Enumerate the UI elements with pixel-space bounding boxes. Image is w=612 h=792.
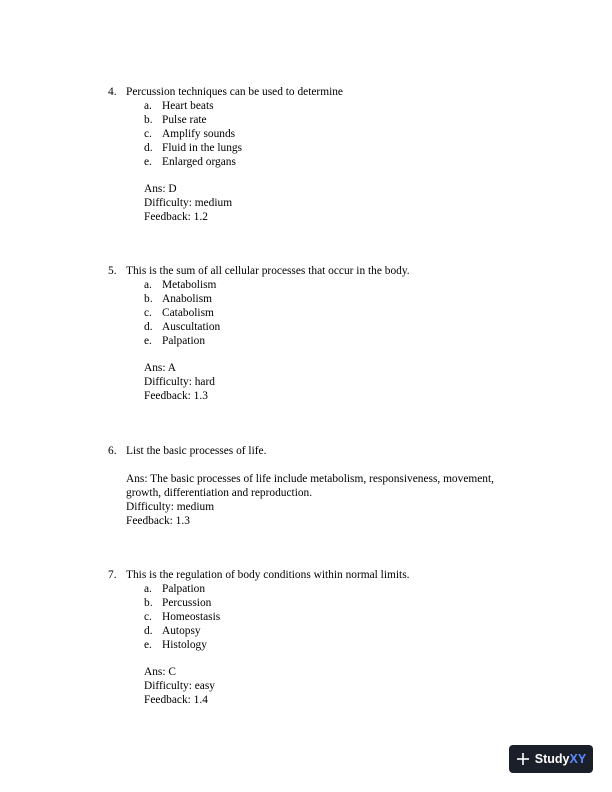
option-text: Amplify sounds (162, 127, 236, 140)
question-6 (108, 445, 528, 528)
option-item (108, 128, 528, 142)
option-item (108, 625, 528, 639)
option-text: Histology (162, 638, 207, 651)
option-letter: d. (144, 141, 153, 154)
option-letter: d. (144, 320, 153, 333)
option-item (108, 114, 528, 128)
option-item (108, 307, 528, 321)
question-4 (108, 86, 528, 225)
option-letter: c. (144, 127, 152, 140)
option-item (108, 279, 528, 293)
option-text: Auscultation (162, 320, 221, 333)
answer-block (108, 362, 528, 404)
option-item (108, 611, 528, 625)
option-letter: e. (144, 334, 152, 347)
difficulty-text: Difficulty: hard (144, 376, 215, 389)
question-text: This is the sum of all cellular processes that occur in the body. (126, 265, 410, 277)
option-letter: c. (144, 610, 152, 623)
question-number: 5. (108, 265, 117, 277)
option-letter: b. (144, 113, 153, 126)
option-text: Catabolism (162, 306, 214, 319)
answer-block (108, 473, 528, 529)
question-number: 4. (108, 86, 117, 98)
feedback-text: Feedback: 1.3 (126, 514, 190, 527)
option-text: Fluid in the lungs (162, 141, 243, 154)
answer-text: Ans: The basic processes of life include metabolism, responsiveness, movement, growth, differentiation and reproduction. (126, 472, 495, 499)
option-letter: a. (144, 99, 152, 112)
question-stem (108, 569, 528, 583)
brand-accent: XY (569, 752, 587, 766)
option-text: Palpation (162, 582, 206, 595)
answer-text: Ans: C (144, 666, 176, 679)
option-item (108, 597, 528, 611)
option-text: Palpation (162, 334, 206, 347)
question-7 (108, 569, 528, 708)
option-letter: a. (144, 278, 152, 291)
option-item (108, 142, 528, 156)
difficulty-text: Difficulty: medium (144, 197, 233, 210)
option-list (108, 583, 528, 653)
brand-main: Study (534, 752, 570, 766)
option-item (108, 335, 528, 349)
option-list (108, 100, 528, 170)
option-text: Heart beats (162, 99, 214, 112)
question-text: List the basic processes of life. (126, 445, 267, 457)
option-item (108, 156, 528, 170)
question-number: 6. (108, 445, 117, 457)
question-number: 7. (108, 569, 117, 581)
answer-text: Ans: D (144, 183, 177, 196)
difficulty-text: Difficulty: easy (144, 680, 215, 693)
option-letter: e. (144, 155, 152, 168)
answer-text: Ans: A (144, 362, 176, 375)
question-5 (108, 265, 528, 404)
question-stem (108, 86, 528, 100)
answer-block (108, 183, 528, 225)
option-letter: a. (144, 582, 152, 595)
feedback-text: Feedback: 1.4 (144, 694, 208, 707)
option-text: Anabolism (162, 292, 212, 305)
answer-block (108, 666, 528, 708)
question-stem (108, 445, 528, 459)
option-item (108, 100, 528, 114)
option-text: Percussion (162, 596, 212, 609)
question-text: Percussion techniques can be used to determine (126, 86, 343, 98)
question-text: This is the regulation of body conditions within normal limits. (126, 569, 410, 581)
feedback-text: Feedback: 1.2 (144, 211, 208, 224)
option-item (108, 583, 528, 597)
option-letter: c. (144, 306, 152, 319)
feedback-text: Feedback: 1.3 (144, 390, 208, 403)
plus-icon (516, 752, 530, 766)
option-text: Pulse rate (162, 113, 207, 126)
option-letter: d. (144, 624, 153, 637)
option-text: Enlarged organs (162, 155, 236, 168)
question-stem (108, 265, 528, 279)
option-text: Metabolism (162, 278, 217, 291)
option-letter: b. (144, 292, 153, 305)
option-item (108, 321, 528, 335)
option-letter: b. (144, 596, 153, 609)
option-text: Homeostasis (162, 610, 221, 623)
option-list (108, 279, 528, 349)
option-letter: e. (144, 638, 152, 651)
difficulty-text: Difficulty: medium (126, 500, 215, 513)
option-text: Autopsy (162, 624, 201, 637)
option-item (108, 293, 528, 307)
option-item (108, 639, 528, 653)
studyxy-badge[interactable] (509, 745, 593, 773)
